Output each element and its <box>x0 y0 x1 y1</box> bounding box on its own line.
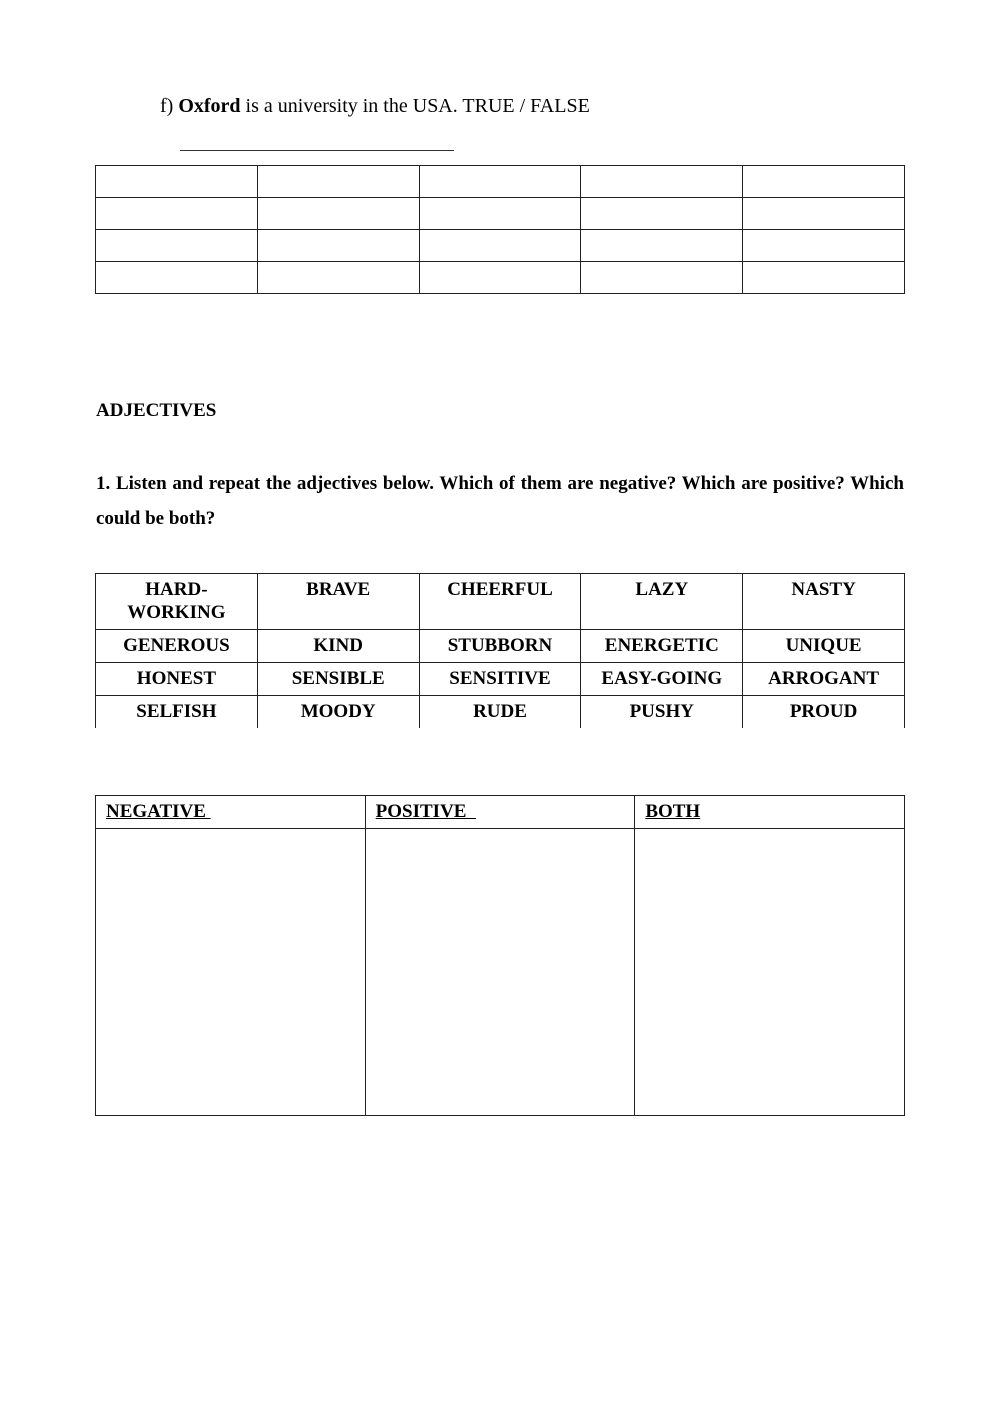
instruction: 1. Listen and repeat the adjectives below. Which of them are negative? Which are positive? Which could be both? <box>96 473 904 529</box>
both-answer-cell[interactable] <box>635 829 905 1116</box>
adjective-cell: ARROGANT <box>743 663 905 696</box>
adjective-cell: HONEST <box>96 663 258 696</box>
table-cell[interactable] <box>257 166 419 198</box>
positive-answer-cell[interactable] <box>365 829 635 1116</box>
adjective-cell: RUDE <box>419 696 581 729</box>
adjective-cell: EASY-GOING <box>581 663 743 696</box>
adjective-cell: PROUD <box>743 696 905 729</box>
table-cell[interactable] <box>419 198 581 230</box>
negative-answer-cell[interactable] <box>96 829 366 1116</box>
table-cell[interactable] <box>257 262 419 294</box>
table-cell[interactable] <box>96 198 258 230</box>
table-cell[interactable] <box>581 166 743 198</box>
table-row <box>96 829 905 1116</box>
table-row <box>96 696 905 729</box>
table-cell[interactable] <box>419 262 581 294</box>
header-negative: NEGATIVE <box>96 796 366 829</box>
adjective-cell: UNIQUE <box>743 630 905 663</box>
question-bold-word: Oxford <box>178 95 241 117</box>
adjective-cell: SENSITIVE <box>419 663 581 696</box>
table-row <box>96 663 905 696</box>
table-cell[interactable] <box>743 198 905 230</box>
empty-grid <box>95 165 905 294</box>
adjective-cell: HARD-WORKING <box>96 574 258 630</box>
adjective-cell: CHEERFUL <box>419 574 581 630</box>
table-cell[interactable] <box>96 262 258 294</box>
adjective-cell: LAZY <box>581 574 743 630</box>
table-cell[interactable] <box>96 166 258 198</box>
table-header-row <box>96 796 905 829</box>
adjective-cell: KIND <box>257 630 419 663</box>
table-cell[interactable] <box>581 262 743 294</box>
adjective-cell: GENEROUS <box>96 630 258 663</box>
table-row <box>96 630 905 663</box>
section-title: ADJECTIVES <box>96 400 217 421</box>
header-both: BOTH <box>635 796 905 829</box>
answer-line[interactable] <box>180 150 454 151</box>
table-row <box>96 262 905 294</box>
adjective-cell: MOODY <box>257 696 419 729</box>
question-text: is a university in the USA. TRUE / FALSE <box>240 95 590 117</box>
table-cell[interactable] <box>743 230 905 262</box>
adjective-cell: NASTY <box>743 574 905 630</box>
table-cell[interactable] <box>96 230 258 262</box>
question-prefix: f) <box>160 95 179 117</box>
adjective-cell: SENSIBLE <box>257 663 419 696</box>
table-row <box>96 230 905 262</box>
adjective-cell: ENERGETIC <box>581 630 743 663</box>
sort-table <box>95 795 905 1116</box>
header-positive: POSITIVE <box>365 796 635 829</box>
table-cell[interactable] <box>257 198 419 230</box>
table-cell[interactable] <box>743 262 905 294</box>
table-cell[interactable] <box>581 230 743 262</box>
question-f <box>160 95 590 118</box>
table-row <box>96 198 905 230</box>
adjectives-table <box>95 573 905 728</box>
adjective-cell: STUBBORN <box>419 630 581 663</box>
adjective-cell: PUSHY <box>581 696 743 729</box>
table-row <box>96 166 905 198</box>
adjective-cell: BRAVE <box>257 574 419 630</box>
table-cell[interactable] <box>419 230 581 262</box>
table-cell[interactable] <box>743 166 905 198</box>
adjective-cell: SELFISH <box>96 696 258 729</box>
table-cell[interactable] <box>419 166 581 198</box>
table-cell[interactable] <box>581 198 743 230</box>
table-row <box>96 574 905 630</box>
table-cell[interactable] <box>257 230 419 262</box>
